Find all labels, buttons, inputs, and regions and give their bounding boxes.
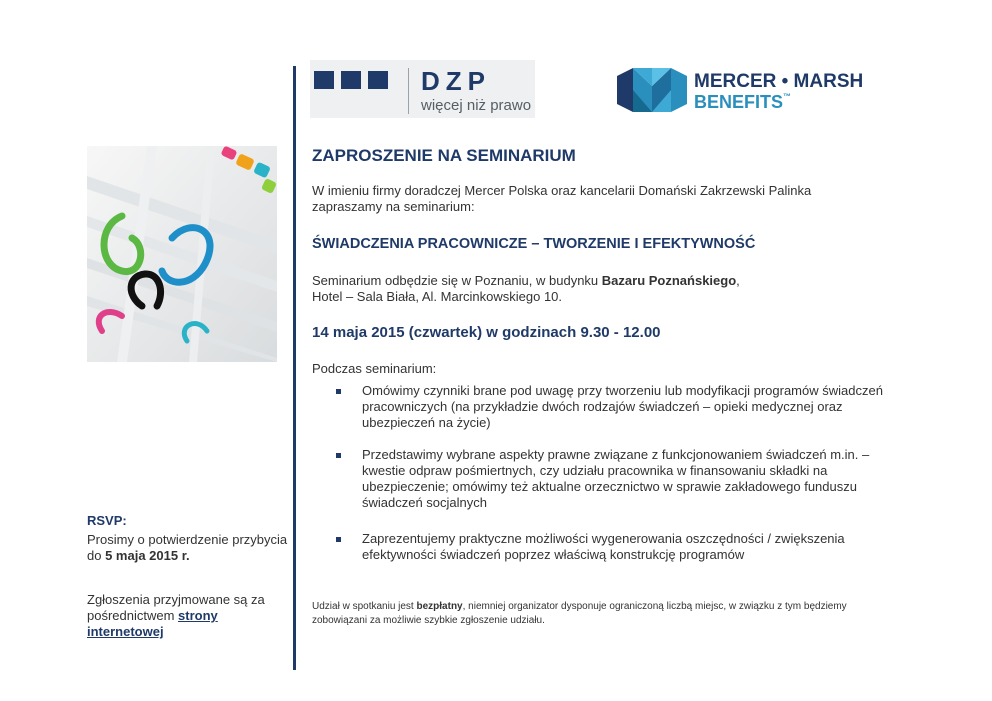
- venue-paragraph: [312, 273, 872, 305]
- rsvp-text-body: Prosimy o potwierdzenie przybycia do: [87, 532, 288, 563]
- page-title: ZAPROSZENIE NA SEMINARIUM: [312, 146, 576, 165]
- trademark-mark: ™: [783, 92, 792, 101]
- registration-text-body: Zgłoszenia przyjmowane są za pośrednictwem: [87, 592, 265, 623]
- agenda-heading: Podczas seminarium:: [312, 361, 437, 376]
- list-item-text: Zaprezentujemy praktyczne możliwości wygenerowania oszczędności / zwiększenia efektywności świadczeń poprzez właściwą konstrukcję programów: [362, 531, 845, 562]
- dzp-logo-tagline: więcej niż prawo: [421, 97, 532, 114]
- note-text-after: , niemniej organizator dysponuje ograniczoną liczbą miejsc, w związku z tym będziemy zobowiązani za możliwie szybkie zgłoszenie udziału.: [312, 601, 847, 626]
- note-text-before: Udział w spotkaniu jest: [312, 601, 417, 612]
- mercer-logo-benefits: BENEFITS: [694, 92, 784, 112]
- logo-separator: [408, 68, 409, 114]
- rsvp-deadline: 5 maja 2015 r.: [105, 548, 190, 563]
- bullet-square-icon: [336, 537, 341, 542]
- website-link[interactable]: strony internetowej: [87, 608, 218, 639]
- dzp-logo: [310, 60, 535, 118]
- participation-note: [312, 600, 902, 628]
- list-item-text: Przedstawimy wybrane aspekty prawne związane z funkcjonowaniem świadczeń m.in. – kwestie odpraw pośmiertnych, czy udziału pracownika w finansowaniu składki na ubezpieczenie; omówimy też aktualne orzecznictwo w sprawie zakładowego funduszu świadczeń socjalnych: [362, 447, 870, 510]
- rsvp-heading: RSVP:: [87, 513, 127, 528]
- logo-square: [368, 71, 388, 89]
- registration-text: [87, 592, 292, 640]
- mercer-logo-mark-icon: [617, 68, 687, 112]
- venue-text-after: ,: [736, 273, 740, 288]
- mercer-marsh-logo: [617, 68, 867, 114]
- dzp-logo-name: DZP: [421, 66, 491, 96]
- bullet-square-icon: [336, 453, 341, 458]
- list-item-text: Omówimy czynniki brane pod uwagę przy tworzeniu lub modyfikacji programów świadczeń pracowniczych (na przykładzie dwóch rodzajów świadczeń – opieki medycznej oraz ubezpieczeń na życie): [362, 383, 883, 430]
- logo-square: [341, 71, 361, 89]
- venue-text-before: Seminarium odbędzie się w Poznaniu, w budynku: [312, 273, 602, 288]
- intro-paragraph: W imieniu firmy doradczej Mercer Polska oraz kancelarii Domański Zakrzewski Palinka zapraszamy na seminarium:: [312, 183, 812, 214]
- bullet-square-icon: [336, 389, 341, 394]
- venue-address: Hotel – Sala Biała, Al. Marcinkowskiego 10.: [312, 289, 563, 304]
- rsvp-text: [87, 532, 292, 564]
- paperclips-photo: [87, 146, 277, 362]
- note-free: bezpłatny: [416, 601, 463, 612]
- seminar-date: 14 maja 2015 (czwartek) w godzinach 9.30 - 12.00: [312, 324, 661, 341]
- mercer-logo-line2: [694, 92, 791, 113]
- mercer-logo-line1: MERCER • MARSH: [694, 71, 864, 92]
- seminar-subtitle: ŚWIADCZENIA PRACOWNICZE – TWORZENIE I EFEKTYWNOŚĆ: [312, 236, 756, 252]
- venue-building: Bazaru Poznańskiego: [601, 273, 737, 288]
- logo-square: [314, 71, 334, 89]
- vertical-divider: [293, 66, 296, 670]
